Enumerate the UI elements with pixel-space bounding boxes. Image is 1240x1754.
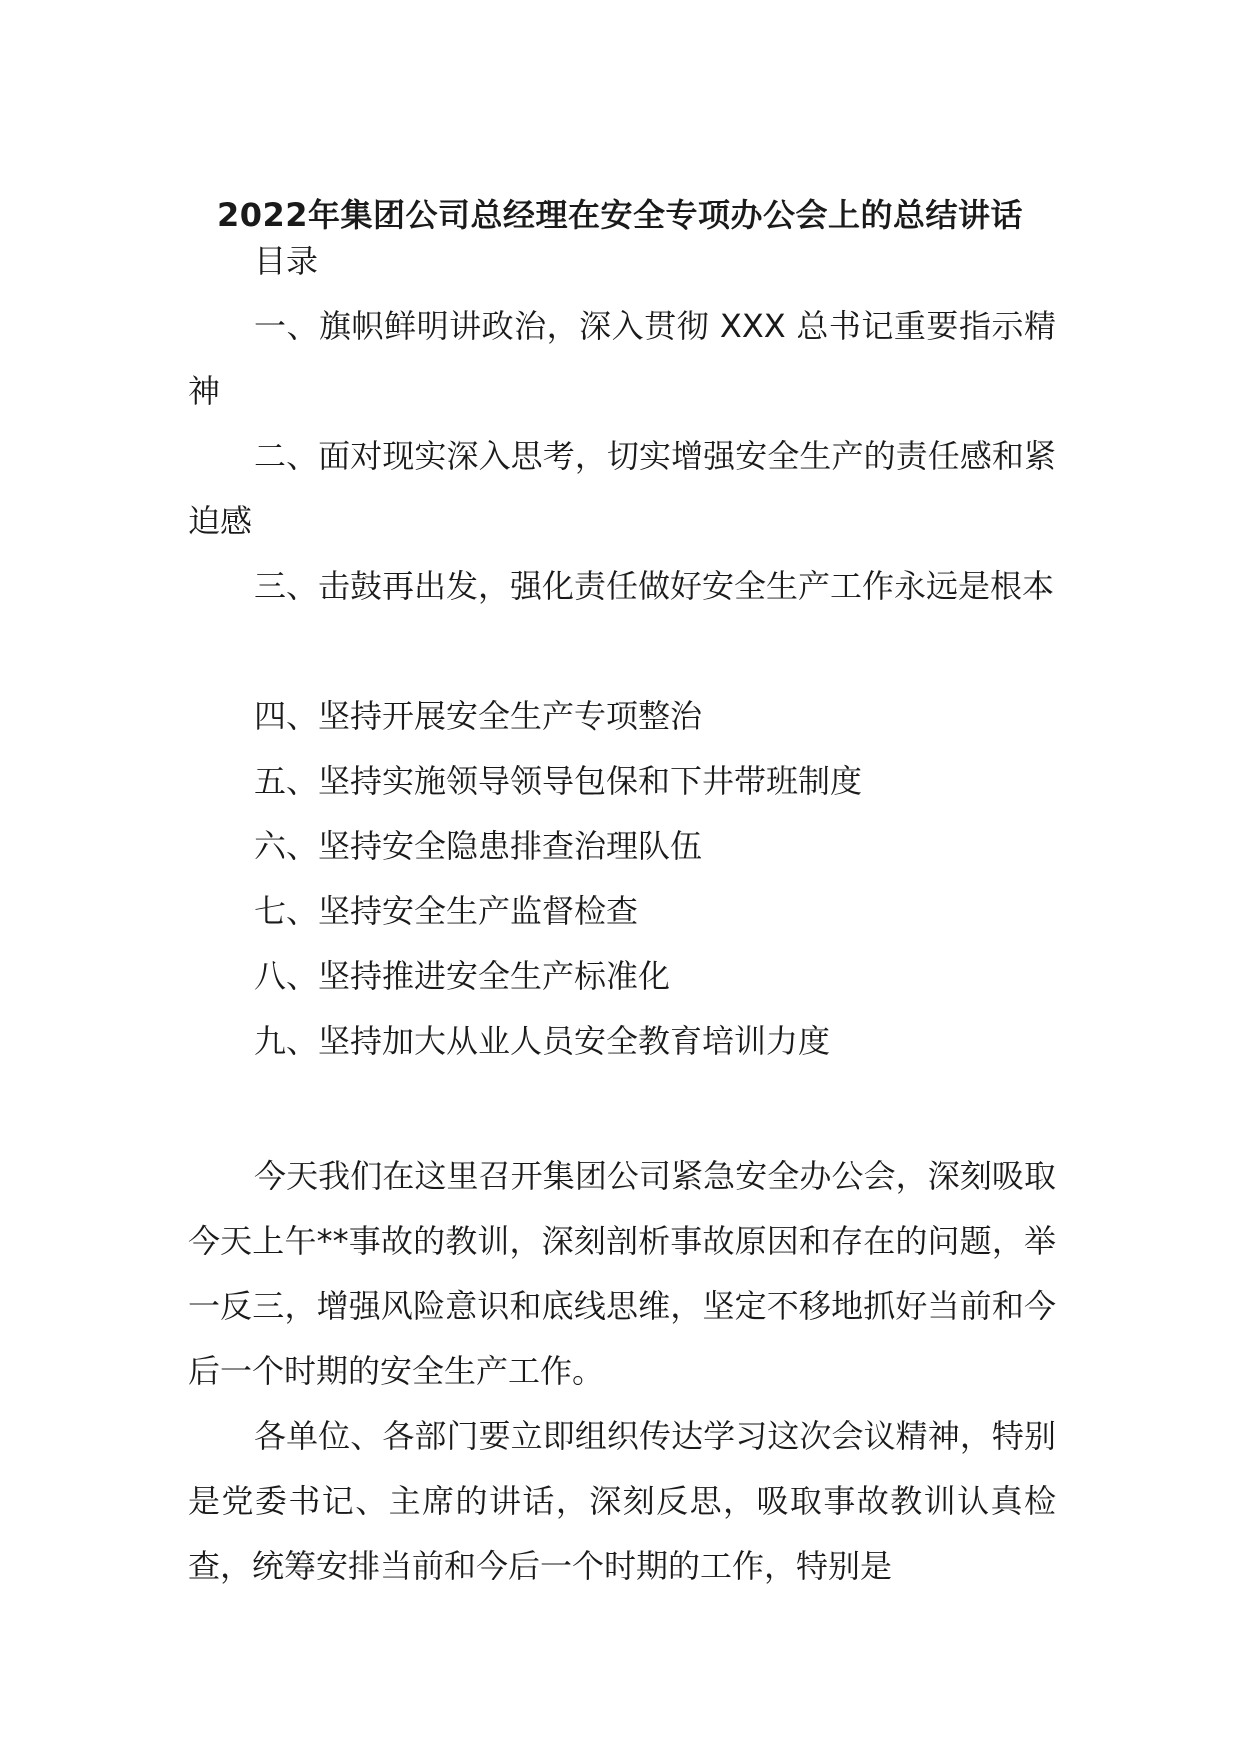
toc-item: 六、坚持安全隐患排查治理队伍 <box>254 827 703 865</box>
toc-item: 五、坚持实施领导领导包保和下井带班制度 <box>254 762 863 800</box>
toc-heading: 目录 <box>254 242 319 280</box>
toc-item: 一、旗帜鲜明讲政治，深入贯彻 XXX 总书记重要指示精神 <box>188 307 1056 410</box>
toc-item: 七、坚持安全生产监督检查 <box>254 892 639 930</box>
toc-item: 三、击鼓再出发，强化责任做好安全生产工作永远是根本 <box>254 567 1055 605</box>
toc-item: 八、坚持推进安全生产标准化 <box>254 957 671 995</box>
body-paragraph: 各单位、各部门要立即组织传达学习这次会议精神，特别是党委书记、主席的讲话，深刻反思，吸取事故教训认真检查，统筹安排当前和今后一个时期的工作，特别是 <box>188 1417 1056 1585</box>
document-title: 2022年集团公司总经理在安全专项办公会上的总结讲话 <box>216 196 1024 235</box>
toc-item: 九、坚持加大从业人员安全教育培训力度 <box>254 1022 831 1060</box>
toc-item: 四、坚持开展安全生产专项整治 <box>254 697 703 735</box>
toc-item: 二、面对现实深入思考，切实增强安全生产的责任感和紧迫感 <box>188 437 1056 540</box>
body-paragraph: 今天我们在这里召开集团公司紧急安全办公会，深刻吸取今天上午**事故的教训，深刻剖析事故原因和存在的问题，举一反三，增强风险意识和底线思维，坚定不移地抓好当前和今后一个时期的安全生产工作。 <box>188 1157 1056 1390</box>
